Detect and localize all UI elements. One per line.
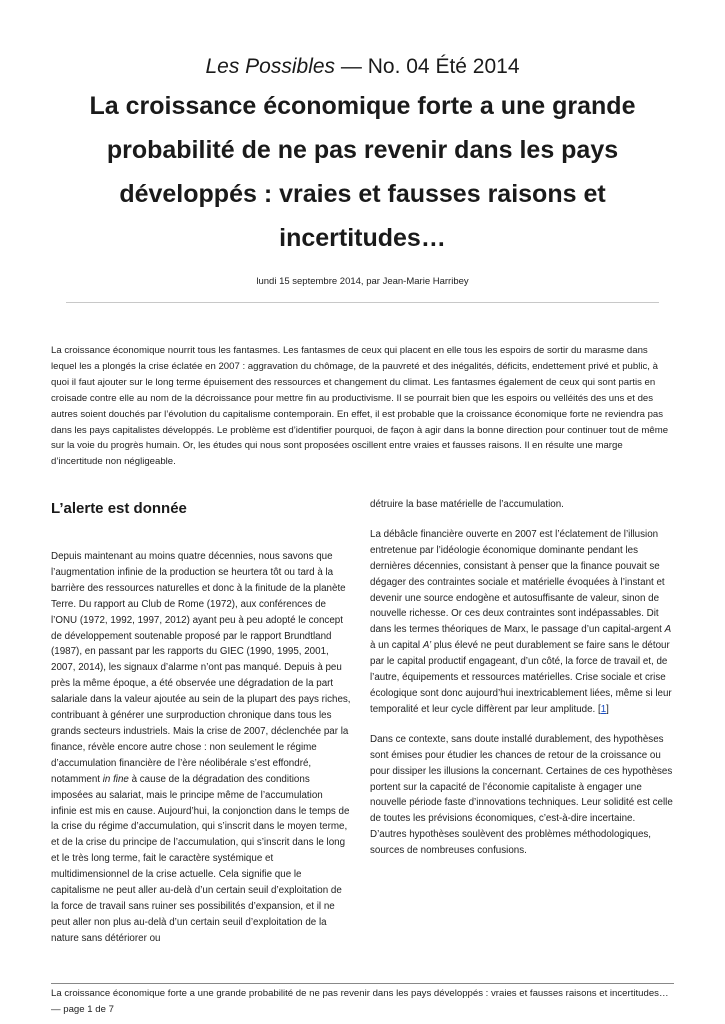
left-text-part2: à cause de la dégradation des conditions imposées au salariat, mais le principe même de l’accumulation infinie est mis en cause. Aujourd’hui, la conjonction dans le temps de la crise du régime d’accumulation, qui s’inscrit dans le moyen terme, et de la crise du principe de l’accumulation, qui s’inscrit dans le long et le très long terme, fait le caractère systémique et multidimensionnel de la crise actuelle. Cela signifie que le capitalisme ne peut aller au-delà d’un certain seuil d’exploitation de la force de travail sans ruiner ses possibilités d’expansion, et il ne peut aller non plus au-delà d’un certain seuil d’exploitation de la nature sans détériorer ou (51, 773, 350, 944)
page-footer: La croissance économique forte a une grande probabilité de ne pas revenir dans les pays développés : vraies et fausses raisons et incertitudes… — page 1 de 7 (51, 988, 669, 1015)
journal-line (40, 50, 685, 84)
footnote-close: ] (606, 703, 609, 715)
journal-name: Les Possibles (205, 55, 336, 78)
article-header (40, 50, 685, 260)
article-title: La croissance économique forte a une grande probabilité de ne pas revenir dans les pays développés : vraies et fausses raisons et incertitudes… (89, 92, 636, 252)
left-text-part1: Depuis maintenant au moins quatre décennies, nous savons que l’augmentation infinie de la production se heurtera tôt ou tard à la barrière des ressources naturelles et donc à la finitude de la planète Terre. Du rapport au Club de Rome (1972), aux conférences de l’ONU (1972, 1992, 1997, 2012) ayant peu à peu adopté le concept de développement soutenable proposé par le rapport Brundtland (1987), en passant par les rapports du GIEC (1990, 1995, 2001, 2007, 2014), les signaux d’alarme n’ont pas manqué. Depuis à peu près la même époque, a été observée une dégradation de la part salariale dans la valeur ajoutée au sein de la plupart des pays riches, contribuant à générer une surproduction chronique dans tous les grands secteurs industriels. Mais la crise de 2007, déclenchée par la finance, révèle encore autre chose : non seulement le régime d’accumulation financière de l’ère néolibérale s’est effondré, notamment (51, 551, 351, 785)
right-paragraph-continuation: détruire la base matérielle de l’accumulation. (370, 499, 564, 510)
right-paragraph-context: Dans ce contexte, sans doute installé durablement, des hypothèses sont émises pour étudier les chances de retour de la croissance ou pour dissiper les illusions la concernant. Certaines de ces hypothèses portent sur la capacité de l’économie capitaliste à engager une nouvelle période faste d’innovations techniques. Leur solidité est celle de toutes les prévisions économiques, c’est-à-dire incertaine. D’autres hypothèses soulèvent des problèmes méthodologiques, sources de nombreuses confusions. (370, 733, 673, 857)
intro-paragraph: La croissance économique nourrit tous les fantasmes. Les fantasmes de ceux qui placent en elle tous les espoirs de sortir du marasme dans lequel les a plongés la crise éclatée en 2007 : aggravation du chômage, de la pauvreté et des inégalités, déficits, endettement privé et public, à quoi il faut ajouter sur le long terme épuisement des ressources et changement du climat. Les fantasmes également de ceux qui sont partis en croisade contre elle au nom de la décroissance pour mettre fin au productivisme. Il se pourrait bien que les espoirs ou velléités des uns et des autres soient douchés par l’évolution du capitalisme contemporain. En effet, il est probable que la croissance économique forte ne reviendra pas dans les pays capitalistes développés. Le problème est d’identifier pourquoi, de façon à agir dans la bonne direction pour continuer tout de même sur la voie du progrès humain. Or, les études qui nous sont proposées oscillent entre vraies et fausses raisons. Il en résulte une marge d’incertitude non négligeable. (51, 345, 669, 468)
right-text-part1: La débâcle financière ouverte en 2007 est l’éclatement de l’illusion entretenue par l’idéologie économique dominante pendant les dernières décennies, consistant à penser que la finance pouvait se dégager des contraintes sociale et matérielle évoquées à l’instant et devenir une source endogène et autosuffisante de valeur, sinon de nouvelle richesse. Or ces deux contraintes sont indépassables. Dit dans les termes théoriques de Marx, le passage d’un capital-argent (370, 528, 665, 636)
header-divider (66, 302, 659, 303)
right-text-part3: plus élevé ne peut durablement se faire sans le détour par le capital productif engageant, d’un côté, la force de travail et, de l’autre, équipements et ressources matérielles. Crise sociale et crise écologique sont donc aujourd’hui inextricablement liées, même si leur temporalité et leur cycle diffèrent par leur amplitude. [ (370, 640, 672, 715)
footer-divider (51, 983, 674, 984)
left-text-italic: in fine (102, 773, 129, 785)
section-heading: L’alerte est donnée (51, 500, 187, 517)
capital-a: A (664, 624, 672, 636)
right-column (370, 497, 673, 873)
left-column (51, 498, 351, 961)
right-text-part2: à un capital (370, 640, 423, 652)
right-paragraph-debacle (370, 527, 673, 718)
journal-issue: — No. 04 Été 2014 (335, 55, 520, 78)
footnote-link[interactable]: 1 (600, 703, 607, 715)
capital-a-prime: A’ (422, 640, 432, 652)
left-paragraph (51, 549, 351, 947)
byline: lundi 15 septembre 2014, par Jean-Marie Harribey (256, 276, 469, 287)
